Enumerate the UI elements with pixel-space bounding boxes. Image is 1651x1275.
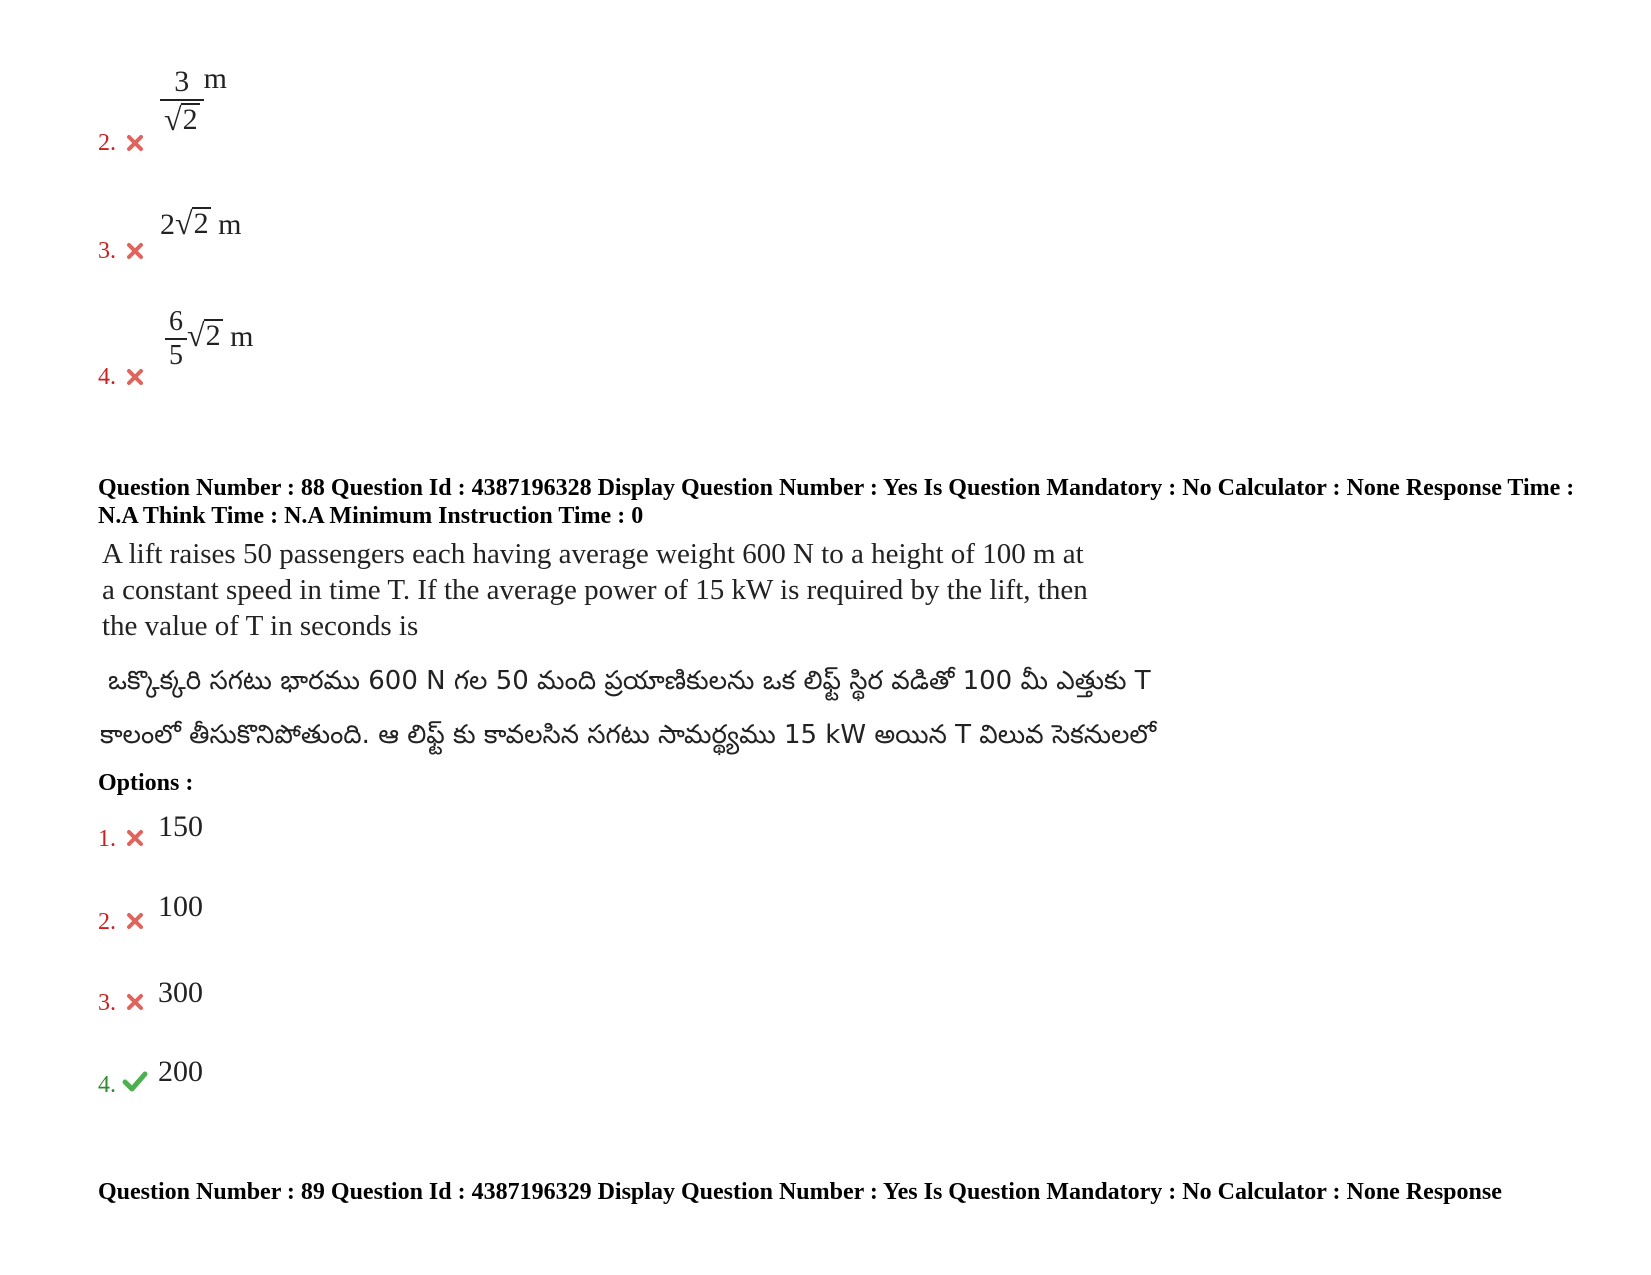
option-2-number: 2. bbox=[98, 909, 116, 935]
prev-option-4-value: $\frac{6}{5}$ √ 2 m bbox=[165, 308, 253, 370]
question-88-text-english: A lift raises 50 passengers each having average weight 600 N to a height of 100 m at a constant speed in time T. If the average power of 15 kW is required by the lift, then the value of T in seconds is bbox=[102, 538, 1088, 642]
cross-icon bbox=[126, 368, 144, 386]
option-2-value: 100 bbox=[158, 890, 203, 923]
prev-option-2-value: 3 √ 2 m bbox=[160, 64, 227, 136]
option-3-value: 300 bbox=[158, 976, 203, 1009]
option-3-number: 3. bbox=[98, 990, 116, 1016]
question-88-text-telugu-line-1: ఒక్కొక్కరి సగటు భారము 600 N గల 50 మంది ప్రయాణికులను ఒక లిఫ్ట్ స్థిర వడితో 100 మీ ఎత్తుకు T bbox=[108, 666, 1151, 696]
option-1-number: 1. bbox=[98, 826, 116, 852]
question-89-meta: Question Number : 89 Question Id : 4387196329 Display Question Number : Yes Is Question Mandatory : No Calculator : None Response bbox=[98, 1179, 1502, 1205]
question-88-meta: Question Number : 88 Question Id : 4387196328 Display Question Number : Yes Is Question Mandatory : No Calculator : None Response Time : N.A Think Time : N.A Minimum Instruction Time : 0 bbox=[98, 475, 1575, 529]
option-1-value: 150 bbox=[158, 810, 203, 843]
cross-icon bbox=[126, 912, 144, 930]
cross-icon bbox=[126, 134, 144, 152]
cross-icon bbox=[126, 993, 144, 1011]
prev-option-3-value: 2 √ 2 m bbox=[160, 205, 242, 241]
cross-icon bbox=[126, 242, 144, 260]
cross-icon bbox=[126, 829, 144, 847]
prev-option-4-number: 4. bbox=[98, 364, 116, 390]
option-4-value: 200 bbox=[158, 1055, 203, 1088]
options-label: Options : bbox=[98, 770, 194, 796]
option-4-number: 4. bbox=[98, 1072, 116, 1098]
prev-option-2-number: 2. bbox=[98, 130, 116, 156]
checkmark-icon bbox=[122, 1070, 148, 1092]
prev-option-3-number: 3. bbox=[98, 238, 116, 264]
question-88-text-telugu-line-2: కాలంలో తీసుకొనిపోతుంది. ఆ లిఫ్ట్ కు కావలసిన సగటు సామర్థ్యము 15 kW అయిన T విలువ సెకనులలో bbox=[100, 720, 1157, 750]
